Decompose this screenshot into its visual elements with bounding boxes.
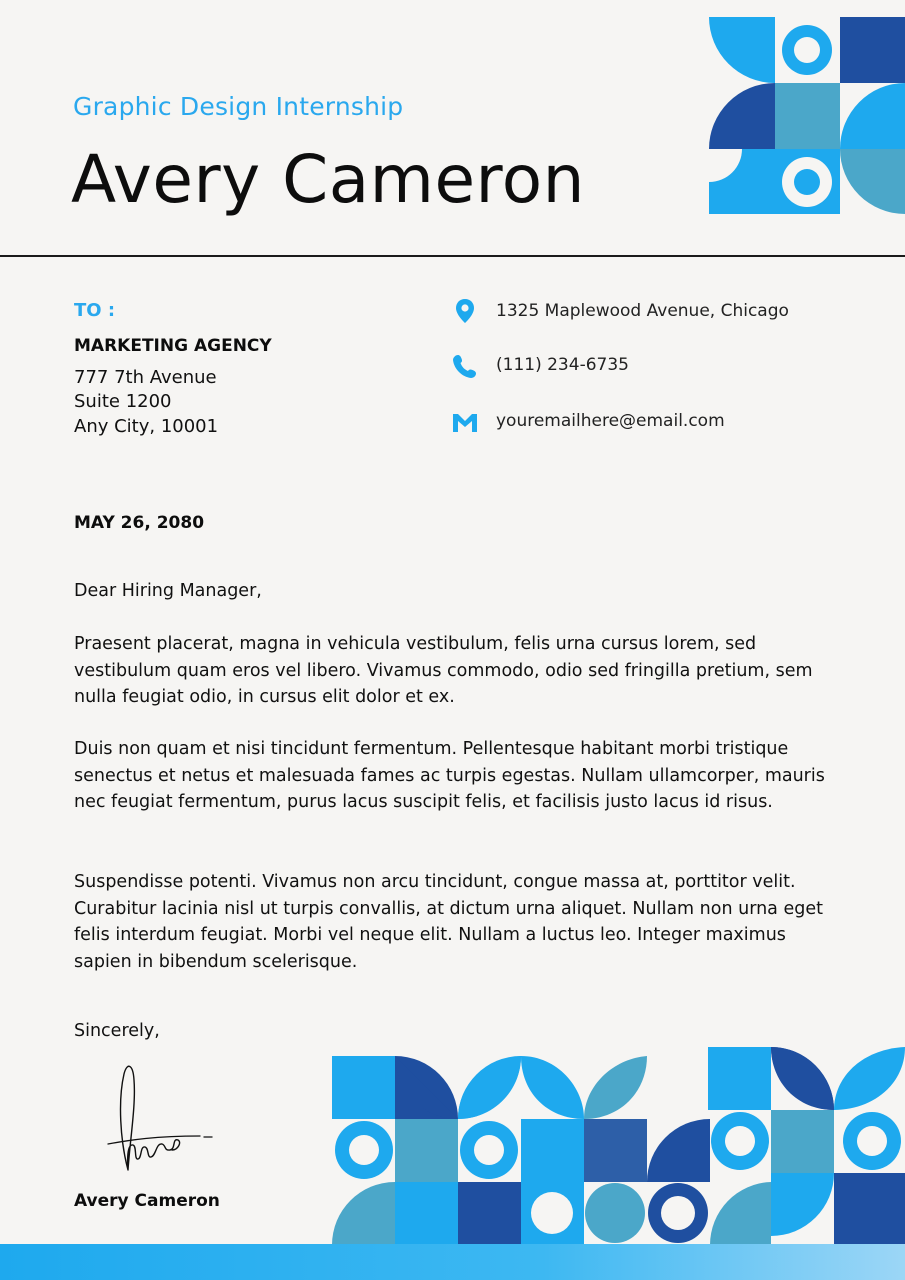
contact-email: youremailhere@email.com	[496, 411, 725, 431]
recipient-address-line: Suite 1200	[74, 391, 172, 412]
recipient-address-line: Any City, 10001	[74, 416, 219, 437]
letter-paragraph: Praesent placerat, magna in vehicula vestibulum, felis urna cursus lorem, sed vestibulum quam eros vel libero. Vivamus commodo, odio sed fringilla pretium, sem nulla feugiat odio, in cursus elit dolor et ex.	[74, 634, 813, 707]
letter-greeting: Dear Hiring Manager,	[74, 581, 262, 601]
location-pin-icon	[452, 298, 478, 324]
letter-paragraph: Suspendisse potenti. Vivamus non arcu tincidunt, congue massa at, porttitor velit. Curabitur lacinia nisl ut turpis convallis, at dictum urna aliquet. Nullam non urna eget felis interdum feugiat. Morbi vel neque elit. Nullam a luctus leo. Integer maximus sapien in bibendum scelerisque.	[74, 872, 823, 972]
applicant-name: Avery Cameron	[71, 141, 585, 218]
geometric-pattern-top	[709, 17, 905, 214]
footer-gradient-bar	[0, 1244, 905, 1280]
geometric-pattern-bottom	[332, 1047, 905, 1245]
phone-icon	[452, 353, 478, 379]
to-label: TO :	[74, 300, 116, 321]
recipient-address-line: 777 7th Avenue	[74, 367, 217, 388]
mail-icon	[452, 410, 478, 436]
signature-name: Avery Cameron	[74, 1191, 220, 1211]
handwritten-signature	[100, 1060, 220, 1185]
header-divider	[0, 255, 905, 257]
letter-closing: Sincerely,	[74, 1021, 160, 1041]
letter-date: MAY 26, 2080	[74, 513, 205, 533]
contact-phone: (111) 234-6735	[496, 355, 629, 375]
contact-address: 1325 Maplewood Avenue, Chicago	[496, 301, 789, 321]
recipient-company: MARKETING AGENCY	[74, 336, 272, 356]
job-title-subtitle: Graphic Design Internship	[73, 92, 404, 121]
letter-paragraph: Duis non quam et nisi tincidunt fermentum. Pellentesque habitant morbi tristique senectus et netus et malesuada fames ac turpis egestas. Nullam ullamcorper, mauris nec feugiat fermentum, purus lacus suscipit felis, et facilisis justo lacus id risus.	[74, 739, 825, 812]
